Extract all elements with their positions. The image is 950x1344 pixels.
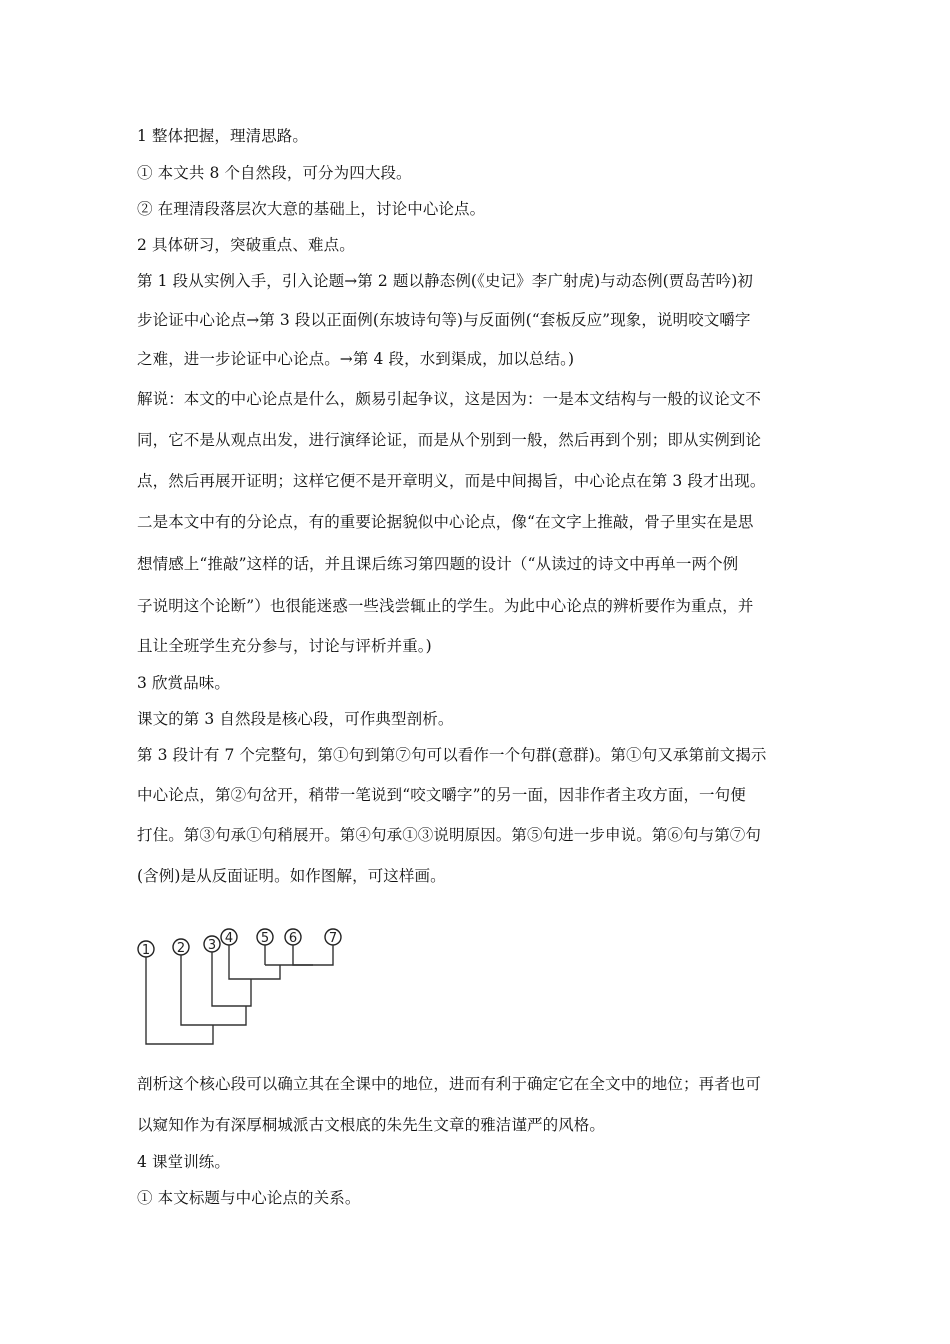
text-line: 解说：本文的中心论点是什么，颇易引起争议，这是因为：一是本文结构与一般的议论文不 <box>137 390 762 408</box>
text-line: 之难，进一步论证中心论点。→第 4 段，水到渠成，加以总结。) <box>137 350 575 368</box>
text-line: 第 3 段计有 7 个完整句，第①句到第⑦句可以看作一个句群(意群)。第①句又承第前文揭示 <box>137 746 767 764</box>
diagram-node-4 <box>221 929 237 946</box>
text-line: 且让全班学生充分参与，讨论与评析并重。) <box>137 637 432 655</box>
text-line: 课文的第 3 自然段是核心段，可作典型剖析。 <box>137 710 454 728</box>
text-line: 同，它不是从观点出发，进行演绎论证，而是从个别到一般，然后再到个别；即从实例到论 <box>137 431 762 449</box>
diagram-node-5 <box>257 929 273 946</box>
text-line: 点，然后再展开证明；这样它便不是开章明义，而是中间揭旨，中心论点在第 3 段才出现。 <box>137 472 766 490</box>
text-line: 中心论点，第②句岔开，稍带一笔说到“咬文嚼字”的另一面，因非作者主攻方面，一句便 <box>137 786 746 804</box>
text-line: ① 本文共 8 个自然段，可分为四大段。 <box>137 164 412 182</box>
section-heading-4: 4 课堂训练。 <box>137 1153 230 1171</box>
bracket-6-7 <box>293 945 333 965</box>
text-line: 想情感上“推敲”这样的话，并且课后练习第四题的设计（“从读过的诗文中再单一两个例 <box>137 555 739 573</box>
text-line: ② 在理清段落层次大意的基础上，讨论中心论点。 <box>137 200 486 218</box>
bracket-1-234567 <box>146 957 213 1044</box>
text-line: 二是本文中有的分论点，有的重要论据貌似中心论点，像“在文字上推敲，骨子里实在是思 <box>137 513 754 531</box>
bracket-2-34567 <box>181 955 246 1025</box>
svg-text:4: 4 <box>224 931 234 946</box>
svg-text:3: 3 <box>207 938 217 953</box>
svg-text:7: 7 <box>328 931 338 946</box>
section-heading-1: 1 整体把握，理清思路。 <box>137 127 308 145</box>
text-line: 剖析这个核心段可以确立其在全课中的地位，进而有利于确定它在全文中的地位；再者也可 <box>137 1075 762 1093</box>
diagram-node-6 <box>285 929 301 946</box>
text-line: 以窥知作为有深厚桐城派古文根底的朱先生文章的雅洁谨严的风格。 <box>137 1116 606 1134</box>
text-line: 子说明这个论断”）也很能迷惑一些浅尝辄止的学生。为此中心论点的辨析要作为重点，并 <box>137 597 754 615</box>
bracket-5-67 <box>265 945 313 965</box>
svg-text:1: 1 <box>141 943 151 958</box>
diagram-node-7 <box>325 929 341 946</box>
text-line: 步论证中心论点→第 3 段以正面例(东坡诗句等)与反面例(“套板反应”现象，说明咬文嚼字 <box>137 311 751 329</box>
section-heading-3: 3 欣赏品味。 <box>137 674 230 692</box>
svg-text:2: 2 <box>176 941 186 956</box>
sentence-structure-diagram <box>130 922 370 1052</box>
svg-text:5: 5 <box>260 931 270 946</box>
text-line: 打住。第③句承①句稍展开。第④句承①③说明原因。第⑤句进一步申说。第⑥句与第⑦句 <box>137 826 762 844</box>
text-line: (含例)是从反面证明。如作图解，可这样画。 <box>137 867 446 885</box>
diagram-node-1 <box>138 941 154 958</box>
diagram-node-3 <box>204 936 220 953</box>
text-line: ① 本文标题与中心论点的关系。 <box>137 1189 361 1207</box>
bracket-4-567 <box>229 945 280 979</box>
diagram-node-2 <box>173 939 189 956</box>
svg-text:6: 6 <box>288 931 298 946</box>
section-heading-2: 2 具体研习，突破重点、难点。 <box>137 236 355 254</box>
text-line: 第 1 段从实例入手，引入论题→第 2 题以静态例(《史记》李广射虎)与动态例(贾岛苦吟)初 <box>137 272 753 290</box>
